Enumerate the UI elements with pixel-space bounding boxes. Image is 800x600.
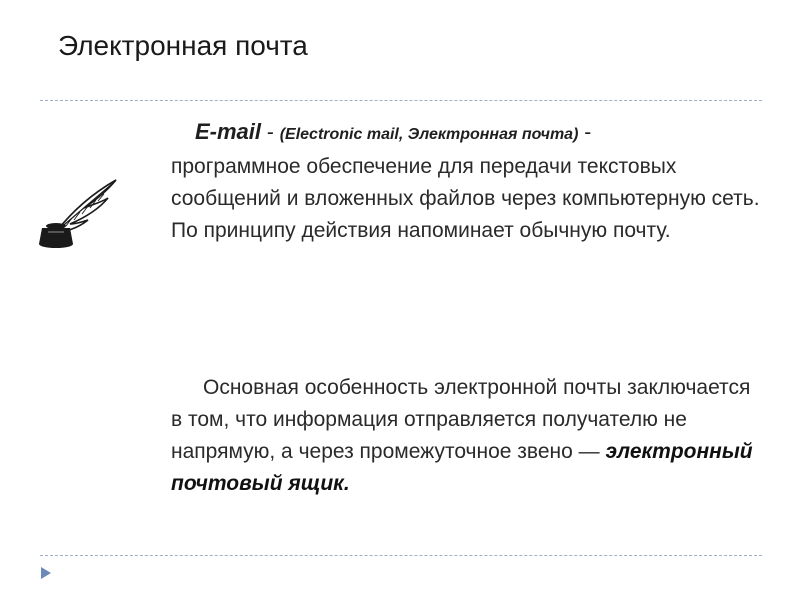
definition-paragraph: [171, 116, 761, 247]
feature-paragraph: [171, 372, 761, 500]
top-divider: [40, 100, 762, 101]
definition-term: E-mail: [195, 119, 262, 144]
triangle-right-icon[interactable]: [40, 566, 52, 580]
feature-end: .: [343, 472, 350, 495]
feature-body: Основная особенность электронной почты заключается в том, что информация отправляется получателю не напрямую, а через промежуточное звено —: [171, 376, 751, 463]
bottom-divider: [40, 555, 762, 556]
definition-body: программное обеспечение для передачи текстовых сообщений и вложенных файлов через компьютерную сеть. По принципу действия напоминает обычную почту.: [171, 155, 760, 242]
feature-emphasis: электронный почтовый ящик: [171, 440, 753, 495]
definition-parenthetical: (Electronic mail, Электронная почта): [279, 126, 579, 143]
slide-title: Электронная почта: [58, 30, 308, 61]
definition-dash-2: -: [578, 121, 592, 144]
definition-dash: -: [261, 121, 280, 144]
quill-inkwell-icon: [36, 174, 120, 250]
